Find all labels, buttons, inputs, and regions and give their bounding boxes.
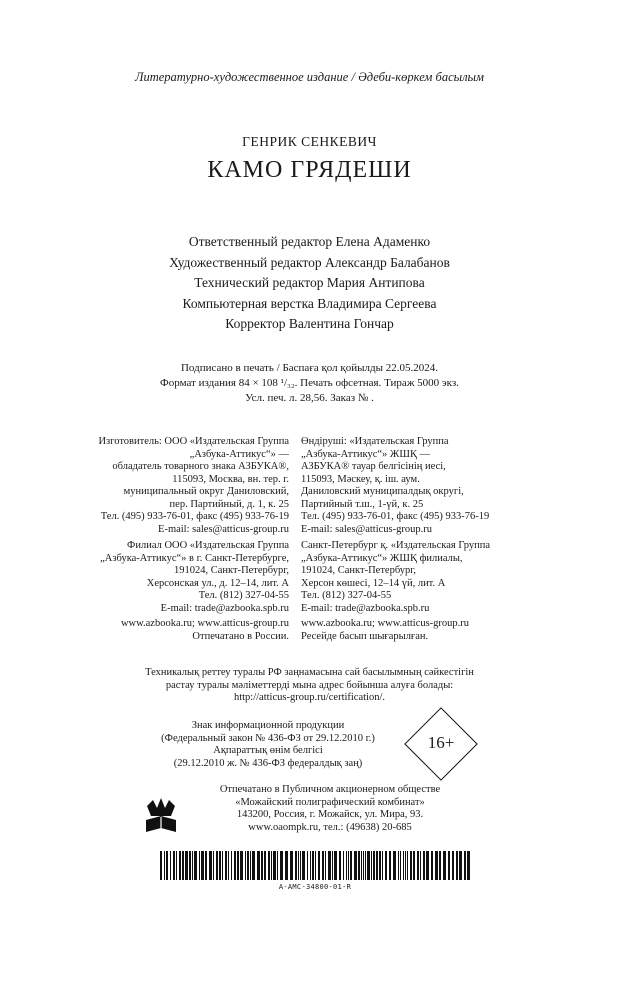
web-ru-line: www.azbooka.ru; www.atticus-group.ru: [120, 618, 289, 629]
age-rating: 16+: [427, 733, 455, 752]
manufacturer-ru-line: Тел. (495) 933-76-01, факс (495) 933-76-19: [100, 511, 289, 522]
manufacturer-ru-line: 115093, Москва, вн. тер. г.: [172, 473, 289, 485]
branch-ru-line: „Азбука-Аттикус“» в г. Санкт-Петербурге,: [100, 552, 289, 564]
printer-line: 143200, Россия, г. Можайск, ул. Мира, 93.: [236, 809, 424, 820]
manufacturer-ru-line: пер. Партийный, д. 1, к. 25: [169, 498, 289, 510]
manufacturer-kz-line: „Азбука-Аттикус“» ЖШҚ —: [301, 448, 431, 460]
manufacturer-kz-line: Даниловский муниципалдық округі,: [301, 486, 464, 497]
info-sign-line: (29.12.2010 ж. № 436-ФЗ федералдық заң): [173, 757, 363, 769]
web-ru-line: Отпечатано в России.: [192, 630, 289, 642]
manufacturer-kz-line: E-mail: sales@atticus-group.ru: [301, 523, 432, 535]
barcode-number: A-AMC-34800-01-R: [278, 883, 352, 891]
info-sign-line: Знак информационной продукции: [191, 720, 345, 731]
web-ru: [40, 618, 289, 643]
branch-kz-line: Санкт-Петербург қ. «Издательская Группа: [301, 540, 490, 551]
branch-kz-line: Тел. (812) 327-04-55: [301, 590, 392, 601]
certification-line: растау туралы мәліметтерді мына адрес бойынша алуға болады:: [165, 679, 454, 691]
manufacturer-kz-line: АЗБУКА® тауар белгісінің иесі,: [301, 461, 446, 472]
printer-info: [150, 784, 510, 834]
manufacturer-kz-line: Тел. (495) 933-76-01, факс (495) 933-76-19: [301, 511, 490, 522]
staff-line: Корректор Валентина Гончар: [225, 316, 394, 331]
info-sign-line: Ақпараттық өнім белгісі: [213, 745, 323, 756]
certification-line: Техникалық реттеу туралы РФ заңнамасына сай басылымның сәйкестігін: [145, 667, 474, 678]
manufacturer-kz: [301, 436, 591, 536]
print-details: [0, 361, 619, 406]
branch-kz-line: 191024, Санкт-Петербург,: [301, 565, 417, 576]
print-line: Усл. печ. л. 28,56. Заказ № .: [245, 392, 374, 404]
manufacturer-ru: [40, 436, 289, 536]
book-title: КАМО ГРЯДЕШИ: [207, 157, 412, 183]
branch-ru-line: Филиал ООО «Издательская Группа: [127, 540, 289, 551]
edition-type-header: Литературно-художественное издание / Әдеби-көркем басылым: [135, 70, 484, 84]
staff-line: Технический редактор Мария Антипова: [194, 275, 425, 290]
manufacturer-ru-line: обладатель товарного знака АЗБУКА®,: [112, 461, 289, 472]
manufacturer-ru-line: муниципальный округ Даниловский,: [123, 486, 289, 497]
branch-ru-line: 191024, Санкт-Петербург,: [173, 565, 289, 576]
staff-line: Компьютерная верстка Владимира Сергеева: [182, 295, 437, 311]
manufacturer-ru-line: E-mail: sales@atticus-group.ru: [158, 523, 289, 535]
editorial-staff: [0, 232, 619, 335]
manufacturer-ru-line: „Азбука-Аттикус“» —: [189, 448, 289, 460]
branch-ru-line: Тел. (812) 327-04-55: [198, 590, 289, 601]
print-line: Подписано в печать / Баспаға қол қойылды 22.05.2024.: [180, 362, 438, 374]
printer-line: www.oaompk.ru, тел.: (49638) 20-685: [248, 821, 412, 833]
branch-ru-line: Херсонская ул., д. 12–14, лит. А: [146, 577, 289, 589]
certification-note: [0, 667, 619, 705]
staff-line: Художественный редактор Александр Балабанов: [169, 254, 450, 270]
web-kz: [301, 618, 591, 643]
printer-line: «Можайский полиграфический комбинат»: [235, 796, 425, 808]
info-sign-line: (Федеральный закон № 436-ФЗ от 29.12.2010 г.): [161, 732, 375, 744]
web-kz-line: Ресейде басып шығарылған.: [301, 630, 429, 642]
branch-ru-line: E-mail: trade@azbooka.spb.ru: [160, 602, 289, 614]
branch-kz-line: „Азбука-Аттикус“» ЖШҚ филиалы,: [301, 552, 463, 564]
manufacturer-kz-line: 115093, Мәскеу, қ. іш. аум.: [301, 473, 420, 485]
certification-line: http://atticus-group.ru/certification/.: [233, 692, 386, 703]
info-product-sign: [118, 720, 418, 770]
book-author: ГЕНРИК СЕНКЕВИЧ: [242, 134, 377, 149]
barcode-icon: [160, 851, 470, 880]
web-kz-line: www.azbooka.ru; www.atticus-group.ru: [301, 618, 470, 629]
printer-line: Отпечатано в Публичном акционерном обществе: [219, 784, 441, 795]
branch-kz-line: E-mail: trade@azbooka.spb.ru: [301, 602, 430, 614]
print-line: Формат издания 84 × 108 ¹/₃₂. Печать офсетная. Тираж 5000 экз.: [160, 377, 459, 389]
manufacturer-ru-line: Изготовитель: ООО «Издательская Группа: [98, 436, 289, 447]
manufacturer-kz-line: Партийный т.ш., 1-үй, к. 25: [301, 498, 424, 510]
staff-line: Ответственный редактор Елена Адаменко: [188, 234, 431, 249]
branch-kz: [301, 540, 591, 615]
manufacturer-kz-line: Өндіруші: «Издательская Группа: [301, 436, 449, 447]
branch-ru: [40, 540, 289, 615]
branch-kz-line: Херсон көшесі, 12–14 үй, лит. А: [301, 577, 446, 589]
